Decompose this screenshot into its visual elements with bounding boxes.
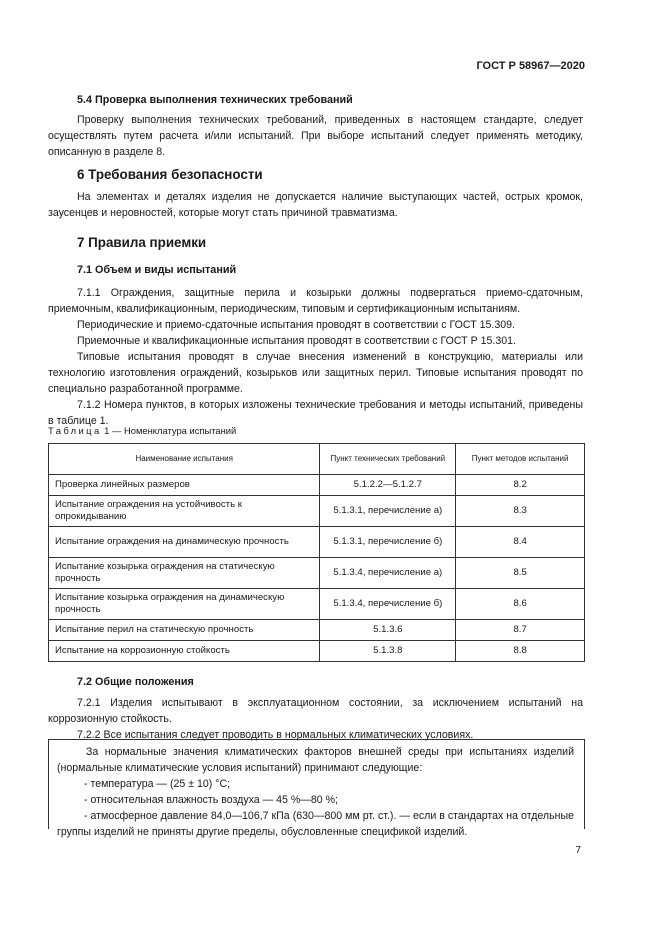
cell-methods-clause: 8.8: [456, 641, 585, 662]
document-id: ГОСТ Р 58967—2020: [476, 60, 585, 72]
section-6-text: На элементах и деталях изделия не допускается наличие выступающих частей, острых кромок, заусенцев и неровностей, которые могут стать причиной травматизма.: [48, 191, 583, 219]
section-5-4: [48, 92, 583, 160]
table-row: [49, 558, 585, 589]
cell-requirements-clause: 5.1.2.2—5.1.2.7: [320, 475, 456, 496]
section-7: [48, 235, 583, 429]
table-caption-word: Таблица: [48, 425, 102, 436]
cell-test-name: Испытание козырька ограждения на статическую прочность: [49, 558, 320, 589]
cell-test-name: Испытание козырька ограждения на динамическую прочность: [49, 589, 320, 620]
paragraph-7-2-1: 7.2.1 Изделия испытывают в эксплуатационном состоянии, за исключением испытаний на коррозионную стойкость.: [48, 697, 583, 725]
paragraph-7-2-2: 7.2.2 Все испытания следует проводить в нормальных климатических условиях.: [77, 729, 474, 741]
table-header-row: [49, 444, 585, 475]
section-5-4-text: Проверку выполнения технических требований, приведенных в настоящем стандарте, следует осуществлять путем расчета и/или испытаний. При выборе испытаний следует применять методику, описанную в разделе 8.: [48, 114, 583, 158]
cell-test-name: Испытание на коррозионную стойкость: [49, 641, 320, 662]
condition-temperature: - температура — (25 ± 10) °С;: [84, 778, 231, 790]
table-caption-text: 1 — Номенклатура испытаний: [104, 425, 237, 436]
section-7-2: [48, 674, 583, 743]
paragraph-periodic: Периодические и приемо-сдаточные испытания проводят в соответствии с ГОСТ 15.309.: [77, 319, 515, 331]
cell-requirements-clause: 5.1.3.1, перечисление б): [320, 527, 456, 558]
table-row: [49, 620, 585, 641]
cell-requirements-clause: 5.1.3.4, перечисление б): [320, 589, 456, 620]
cell-methods-clause: 8.3: [456, 496, 585, 527]
section-7-1-title: 7.1 Объем и виды испытаний: [77, 264, 237, 276]
cell-requirements-clause: 5.1.3.1, перечисление а): [320, 496, 456, 527]
condition-humidity: - относительная влажность воздуха — 45 %—80 %;: [84, 794, 338, 806]
cell-test-name: Испытание ограждения на динамическую прочность: [49, 527, 320, 558]
header-requirements-clause: Пункт технических требований: [320, 444, 456, 475]
cell-test-name: Проверка линейных размеров: [49, 475, 320, 496]
cell-methods-clause: 8.7: [456, 620, 585, 641]
paragraph-type-tests: Типовые испытания проводят в случае внесения изменений в конструкцию, материалы или технологию изготовления ограждений, козырьков или защитных перил. Типовые испытания проводят по специально разработанной программе.: [48, 351, 583, 395]
cell-methods-clause: 8.6: [456, 589, 585, 620]
table-row: [49, 589, 585, 620]
condition-pressure: - атмосферное давление 84,0—106,7 кПа (630—800 мм рт. ст.). — если в стандартах на отдельные группы изделий не приняты другие пределы, обусловленные спецификой изделий.: [57, 810, 574, 838]
cell-requirements-clause: 5.1.3.4, перечисление а): [320, 558, 456, 589]
page-number: 7: [575, 845, 581, 856]
section-7-title: 7 Правила приемки: [77, 235, 207, 250]
climatic-conditions-intro: За нормальные значения климатических факторов внешней среды при испытаниях изделий (нормальные климатические условия испытаний) принимают следующие:: [57, 746, 574, 774]
cell-methods-clause: 8.4: [456, 527, 585, 558]
cell-methods-clause: 8.5: [456, 558, 585, 589]
section-6-title: 6 Требования безопасности: [77, 167, 263, 182]
climatic-conditions-box: [48, 739, 585, 838]
section-7-2-title: 7.2 Общие положения: [77, 676, 194, 688]
cell-test-name: Испытание ограждения на устойчивость к опрокидыванию: [49, 496, 320, 527]
cell-requirements-clause: 5.1.3.8: [320, 641, 456, 662]
section-6: [48, 167, 583, 221]
cell-test-name: Испытание перил на статическую прочность: [49, 620, 320, 641]
table-row: [49, 496, 585, 527]
table-row: [49, 527, 585, 558]
header-methods-clause: Пункт методов испытаний: [456, 444, 585, 475]
tests-table: [48, 443, 585, 662]
cell-requirements-clause: 5.1.3.6: [320, 620, 456, 641]
cell-methods-clause: 8.2: [456, 475, 585, 496]
paragraph-acceptance: Приемочные и квалификационные испытания проводят в соответствии с ГОСТ Р 15.301.: [77, 335, 516, 347]
paragraph-7-1-1: 7.1.1 Ограждения, защитные перила и козырьки должны подвергаться приемо-сдаточным, приемочным, квалификационным, периодическим, типовым и сертификационным испытаниям.: [48, 287, 583, 315]
table-row: [49, 475, 585, 496]
table-row: [49, 641, 585, 662]
section-5-4-title: 5.4 Проверка выполнения технических требований: [77, 94, 353, 106]
table-caption: [48, 425, 236, 436]
paragraph-7-1-2: 7.1.2 Номера пунктов, в которых изложены технические требования и методы испытаний, приведены в таблице 1.: [48, 399, 583, 427]
header-test-name: Наименование испытания: [49, 444, 320, 475]
